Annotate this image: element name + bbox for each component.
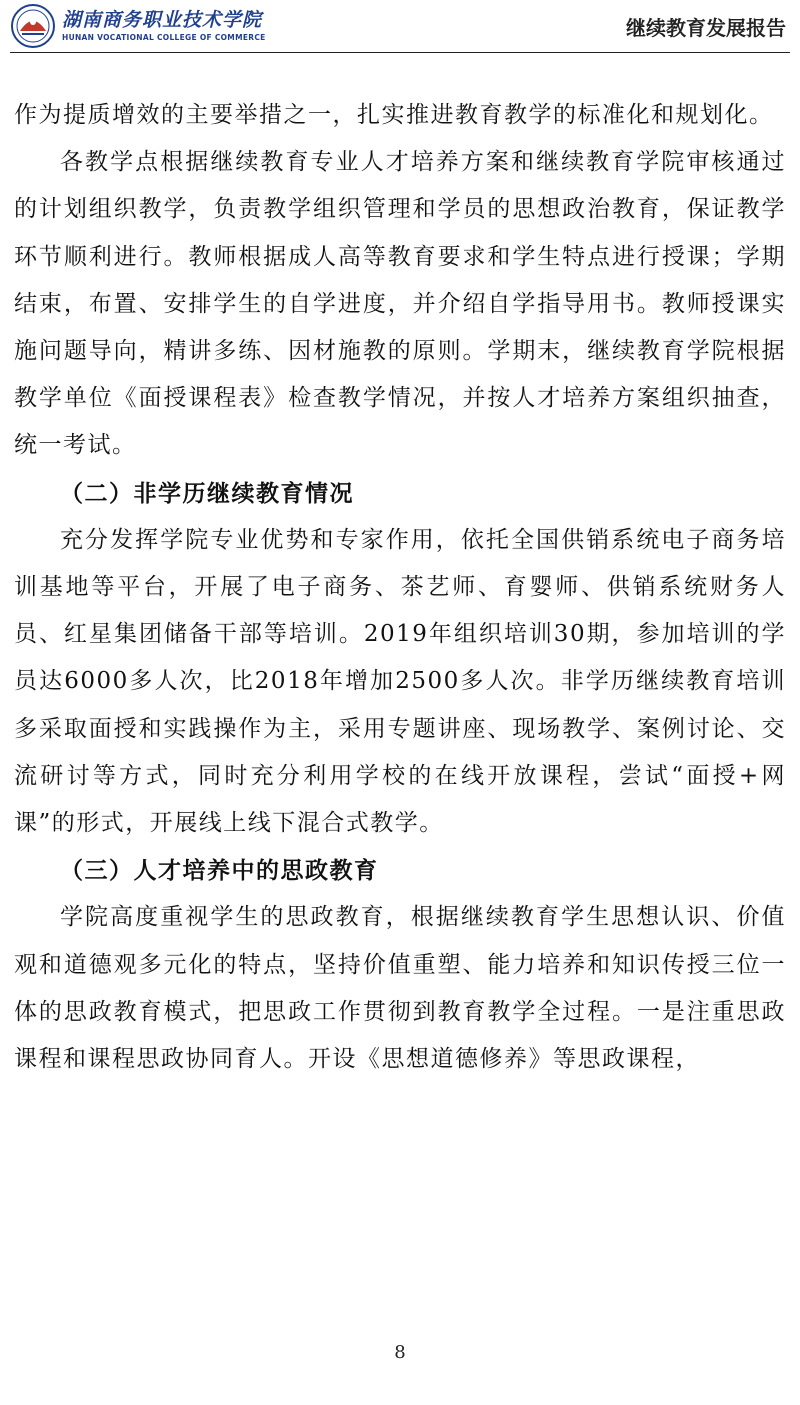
document-body: [14, 92, 786, 1083]
report-title: 继续教育发展报告: [626, 15, 786, 40]
logo-chinese-name: 湖南商务职业技术学院: [62, 8, 263, 31]
logo-english-name: HUNAN VOCATIONAL COLLEGE OF COMMERCE: [62, 32, 266, 42]
section-heading-ideology: （三）人才培养中的思政教育: [60, 857, 379, 885]
section-heading-non-degree: （二）非学历继续教育情况: [60, 479, 354, 507]
paragraph-continuation: 作为提质增效的主要举措之一，扎实推进教育教学的标准化和规划化。: [14, 102, 774, 128]
page-number: 8: [394, 1342, 406, 1363]
college-seal-icon: [10, 3, 56, 49]
paragraph-teaching-points: 各教学点根据继续教育专业人才培养方案和继续教育学院审核通过的计划组织教学，负责教学组织管理和学员的思想政治教育，保证教学环节顺利进行。教师根据成人高等教育要求和学生特点进行授课；学期结束，布置、安排学生的自学进度，并介绍自学指导用书。教师授课实施问题导向，精讲多练、因材施教的原则。学期末，继续教育学院根据教学单位《面授课程表》检查教学情况，并按人才培养方案组织抽查，统一考试。: [14, 149, 786, 459]
paragraph-ideology: 学院高度重视学生的思政教育，根据继续教育学生思想认识、价值观和道德观多元化的特点，坚持价值重塑、能力培养和知识传授三位一体的思政教育模式，把思政工作贯彻到教育教学全过程。一是注重思政课程和课程思政协同育人。开设《思想道德修养》等思政课程，: [14, 904, 786, 1073]
college-logo: [10, 3, 266, 49]
page-header: [10, 0, 790, 53]
paragraph-non-degree: 充分发挥学院专业优势和专家作用，依托全国供销系统电子商务培训基地等平台，开展了电子商务、茶艺师、育婴师、供销系统财务人员、红星集团储备干部等培训。2019年组织培训30期，参加培训的学员达6000多人次，比2018年增加2500多人次。非学历继续教育培训多采取面授和实践操作为主，采用专题讲座、现场教学、案例讨论、交流研讨等方式，同时充分利用学校的在线开放课程，尝试“面授+网课”的形式，开展线上线下混合式教学。: [14, 526, 786, 837]
